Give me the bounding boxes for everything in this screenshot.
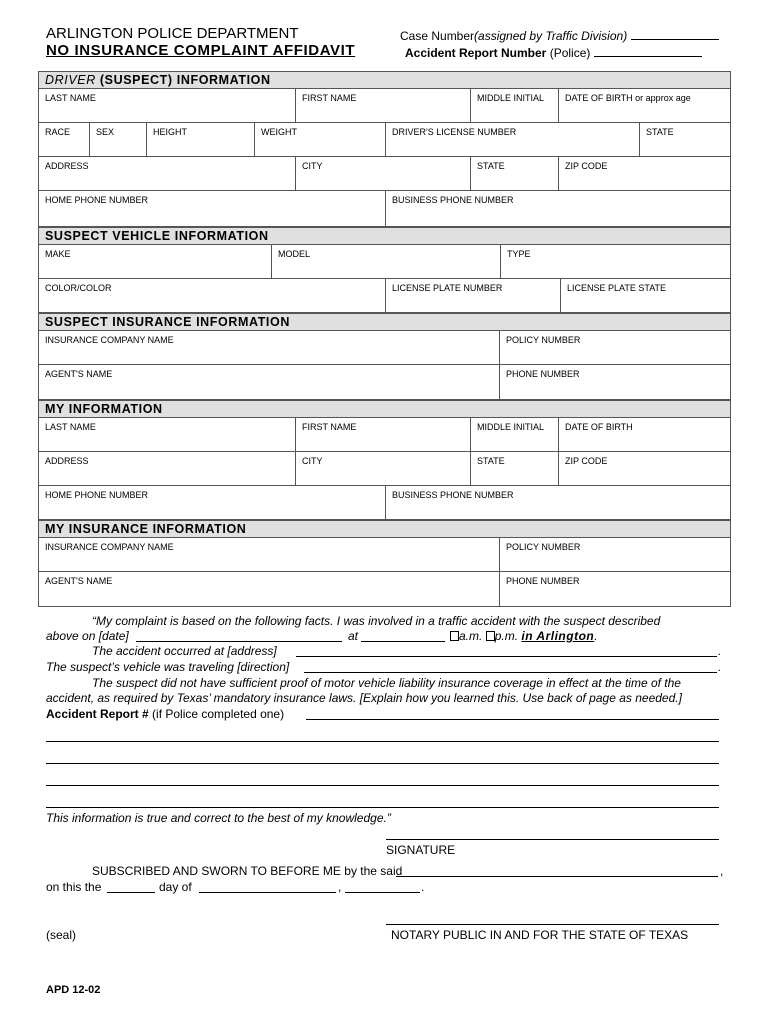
my-insurance-company[interactable] bbox=[39, 538, 500, 572]
field-label: PHONE NUMBER bbox=[506, 576, 580, 586]
field-label: POLICY NUMBER bbox=[506, 335, 581, 345]
driver-race[interactable] bbox=[39, 123, 90, 157]
on-this-label: on this the bbox=[46, 880, 102, 894]
suspect-insurance-grid bbox=[38, 330, 731, 400]
suspect-agent-phone[interactable] bbox=[500, 365, 730, 399]
form-title: NO INSURANCE COMPLAINT AFFIDAVIT bbox=[46, 42, 356, 59]
am-checkbox[interactable] bbox=[450, 631, 459, 641]
accident-report-label: Accident Report Number bbox=[405, 46, 547, 60]
statement-line-3: The accident occurred at [address] bbox=[92, 644, 277, 658]
department-name: ARLINGTON POLICE DEPARTMENT bbox=[46, 25, 299, 42]
accident-address-line[interactable] bbox=[296, 656, 717, 657]
field-label: DATE OF BIRTH or approx age bbox=[565, 93, 691, 103]
field-label: TYPE bbox=[507, 249, 531, 259]
vehicle-license-plate-number[interactable] bbox=[386, 279, 561, 312]
driver-license-number[interactable] bbox=[386, 123, 640, 157]
accident-time-line[interactable] bbox=[361, 641, 445, 642]
am-pm-options: a.m. p.m. in Arlington. bbox=[450, 629, 598, 643]
notary-signature-line[interactable] bbox=[386, 924, 719, 925]
field-label: MAKE bbox=[45, 249, 71, 259]
field-label: STATE bbox=[477, 161, 505, 171]
driver-state[interactable] bbox=[471, 157, 559, 191]
day-number-line[interactable] bbox=[107, 892, 155, 893]
field-label: LAST NAME bbox=[45, 422, 96, 432]
notary-label: NOTARY PUBLIC IN AND FOR THE STATE OF TEXAS bbox=[391, 928, 689, 942]
my-address[interactable] bbox=[39, 452, 296, 486]
suspect-insurance-company[interactable] bbox=[39, 331, 500, 365]
in-arlington: in Arlington bbox=[521, 629, 595, 643]
field-label: FIRST NAME bbox=[302, 93, 357, 103]
suspect-agent-name[interactable] bbox=[39, 365, 500, 399]
driver-license-state[interactable] bbox=[640, 123, 730, 157]
field-label: BUSINESS PHONE NUMBER bbox=[392, 195, 514, 205]
field-label: COLOR/COLOR bbox=[45, 283, 112, 293]
field-label: MIDDLE INITIAL bbox=[477, 93, 545, 103]
driver-address[interactable] bbox=[39, 157, 296, 191]
field-label: WEIGHT bbox=[261, 127, 297, 137]
statement-at: at bbox=[348, 629, 359, 643]
field-label: INSURANCE COMPANY NAME bbox=[45, 335, 174, 345]
accident-report-number-prompt: Accident Report # (if Police completed one) bbox=[46, 707, 285, 721]
vehicle-section-header: SUSPECT VEHICLE INFORMATION bbox=[38, 227, 731, 244]
field-label: AGENT'S NAME bbox=[45, 369, 113, 379]
field-label: CITY bbox=[302, 161, 323, 171]
my-middle-initial[interactable] bbox=[471, 418, 559, 452]
accident-report-line[interactable] bbox=[594, 45, 702, 57]
vehicle-type[interactable] bbox=[501, 245, 730, 279]
statement-line-6: accident, as required by Texas’ mandatory insurance laws. [Explain how you learned this. Use back of page as needed.] bbox=[46, 691, 682, 705]
field-label: AGENT'S NAME bbox=[45, 576, 113, 586]
pm-checkbox[interactable] bbox=[486, 631, 495, 641]
field-label: RACE bbox=[45, 127, 71, 137]
field-label: HEIGHT bbox=[153, 127, 188, 137]
statement-line-4: The suspect’s vehicle was traveling [direction] bbox=[46, 660, 290, 674]
driver-last-name[interactable] bbox=[39, 89, 296, 123]
my-date-of-birth[interactable] bbox=[559, 418, 730, 452]
field-label: ZIP CODE bbox=[565, 456, 608, 466]
day-of-label: day of bbox=[159, 880, 192, 894]
my-home-phone[interactable] bbox=[39, 486, 386, 519]
year-line[interactable] bbox=[345, 892, 420, 893]
field-label: POLICY NUMBER bbox=[506, 542, 581, 552]
field-label: MIDDLE INITIAL bbox=[477, 422, 545, 432]
driver-middle-initial[interactable] bbox=[471, 89, 559, 123]
explanation-line-2[interactable] bbox=[46, 763, 719, 764]
explanation-line-3[interactable] bbox=[46, 785, 719, 786]
my-zip-code[interactable] bbox=[559, 452, 730, 486]
driver-weight[interactable] bbox=[255, 123, 386, 157]
field-label: LICENSE PLATE STATE bbox=[567, 283, 667, 293]
field-label: MODEL bbox=[278, 249, 311, 259]
seal-label: (seal) bbox=[46, 928, 77, 942]
field-label: SEX bbox=[96, 127, 115, 137]
vehicle-license-plate-state[interactable] bbox=[561, 279, 730, 312]
my-info-grid bbox=[38, 417, 731, 520]
driver-height[interactable] bbox=[147, 123, 255, 157]
accident-report-number-field bbox=[405, 45, 702, 60]
suspect-insurance-section-header: SUSPECT INSURANCE INFORMATION bbox=[38, 313, 731, 330]
suspect-policy-number[interactable] bbox=[500, 331, 730, 365]
my-info-section-header: MY INFORMATION bbox=[38, 400, 731, 417]
accident-date-line[interactable] bbox=[136, 641, 342, 642]
vehicle-grid bbox=[38, 244, 731, 313]
my-policy-number[interactable] bbox=[500, 538, 730, 572]
driver-home-phone[interactable] bbox=[39, 191, 386, 226]
vehicle-color[interactable] bbox=[39, 279, 386, 312]
field-label: LICENSE PLATE NUMBER bbox=[392, 283, 503, 293]
vehicle-make[interactable] bbox=[39, 245, 272, 279]
signature-label: SIGNATURE bbox=[386, 843, 456, 857]
field-label: LAST NAME bbox=[45, 93, 96, 103]
signature-line[interactable] bbox=[386, 839, 719, 840]
field-label: INSURANCE COMPANY NAME bbox=[45, 542, 174, 552]
vehicle-direction-line[interactable] bbox=[304, 672, 717, 673]
true-statement: This information is true and correct to the best of my knowledge.” bbox=[46, 811, 391, 825]
sworn-name-line[interactable] bbox=[396, 876, 718, 877]
my-business-phone[interactable] bbox=[386, 486, 730, 519]
driver-city[interactable] bbox=[296, 157, 471, 191]
my-agent-phone[interactable] bbox=[500, 572, 730, 606]
explanation-line-4[interactable] bbox=[46, 807, 719, 808]
sworn-statement: SUBSCRIBED AND SWORN TO BEFORE ME by the said bbox=[92, 864, 403, 878]
driver-zip-code[interactable] bbox=[559, 157, 730, 191]
my-state[interactable] bbox=[471, 452, 559, 486]
field-label: STATE bbox=[646, 127, 674, 137]
month-line[interactable] bbox=[199, 892, 336, 893]
field-label: ADDRESS bbox=[45, 456, 89, 466]
driver-business-phone[interactable] bbox=[386, 191, 730, 226]
my-insurance-grid bbox=[38, 537, 731, 607]
case-number-label: Case Number bbox=[400, 29, 475, 43]
explanation-line-1[interactable] bbox=[46, 741, 719, 742]
driver-grid bbox=[38, 88, 731, 227]
form-code: APD 12-02 bbox=[46, 984, 101, 996]
statement-line-1: “My complaint is based on the following facts. I was involved in a traffic accident with the suspect described bbox=[92, 614, 661, 628]
driver-date-of-birth[interactable] bbox=[559, 89, 730, 123]
accident-report-note: (Police) bbox=[549, 46, 591, 60]
driver-first-name[interactable] bbox=[296, 89, 471, 123]
driver-section-header: DRIVER (SUSPECT) INFORMATION bbox=[38, 71, 731, 88]
statement-line-5: The suspect did not have sufficient proof of motor vehicle liability insurance coverage in effect at the time of the bbox=[92, 676, 681, 690]
field-label: ZIP CODE bbox=[565, 161, 608, 171]
my-insurance-section-header: MY INSURANCE INFORMATION bbox=[38, 520, 731, 537]
my-agent-name[interactable] bbox=[39, 572, 500, 606]
vehicle-model[interactable] bbox=[272, 245, 501, 279]
case-number-line[interactable] bbox=[631, 28, 719, 40]
field-label: ADDRESS bbox=[45, 161, 89, 171]
field-label: BUSINESS PHONE NUMBER bbox=[392, 490, 514, 500]
field-label: STATE bbox=[477, 456, 505, 466]
my-city[interactable] bbox=[296, 452, 471, 486]
my-last-name[interactable] bbox=[39, 418, 296, 452]
field-label: DRIVER'S LICENSE NUMBER bbox=[392, 127, 517, 137]
case-number-note: (assigned by Traffic Division) bbox=[474, 29, 628, 43]
statement-line-2-text: above on [date] bbox=[46, 629, 129, 643]
case-number-field bbox=[400, 28, 719, 43]
field-label: DATE OF BIRTH bbox=[565, 422, 633, 432]
field-label: HOME PHONE NUMBER bbox=[45, 490, 149, 500]
my-first-name[interactable] bbox=[296, 418, 471, 452]
driver-sex[interactable] bbox=[90, 123, 147, 157]
accident-report-number-line[interactable] bbox=[306, 719, 719, 720]
field-label: FIRST NAME bbox=[302, 422, 357, 432]
field-label: HOME PHONE NUMBER bbox=[45, 195, 149, 205]
field-label: CITY bbox=[302, 456, 323, 466]
field-label: PHONE NUMBER bbox=[506, 369, 580, 379]
